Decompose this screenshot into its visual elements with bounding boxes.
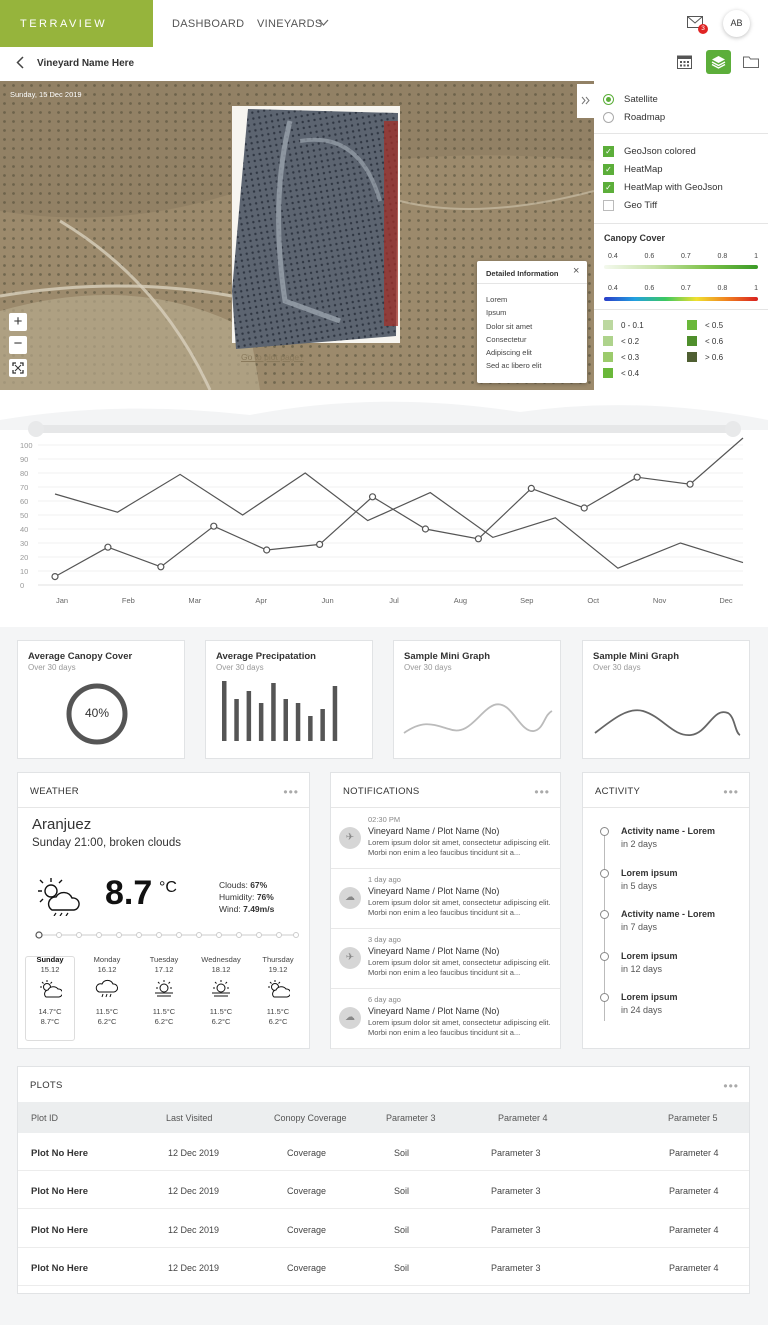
sun-haze-icon xyxy=(209,979,233,999)
layer-label: Satellite xyxy=(624,93,658,105)
table-cell: 12 Dec 2019 xyxy=(168,1148,220,1158)
plot-id-cell[interactable]: Plot No Here xyxy=(31,1148,89,1159)
table-cell: Parameter 3 xyxy=(491,1186,541,1197)
legend-item xyxy=(687,318,723,332)
y-tick-label: 70 xyxy=(20,483,29,492)
legend-label: > 0.6 xyxy=(705,352,724,362)
sun-haze-icon xyxy=(152,979,176,999)
popup-item: Consectetur xyxy=(486,334,527,344)
folder-icon[interactable] xyxy=(743,56,759,68)
data-point[interactable] xyxy=(475,536,481,542)
layers-icon xyxy=(711,55,726,69)
forecast-high: 11.5°C xyxy=(95,1007,119,1016)
table-cell: Parameter 3 xyxy=(491,1224,541,1235)
forecast-date: 19.12 xyxy=(268,965,288,974)
card-subtitle: Over 30 days xyxy=(593,663,641,672)
y-tick-label: 90 xyxy=(20,455,29,464)
notification-body: Lorem ipsum dolor sit amet, consectetur adipiscing elit. Morbi non enim a leo faucibus tincidunt sit a... xyxy=(368,838,551,857)
legend-item xyxy=(603,350,639,364)
x-tick-label: Oct xyxy=(587,596,600,605)
forecast-low: 6.2°C xyxy=(268,1017,288,1026)
activity-name: Lorem ipsum xyxy=(621,867,678,878)
popup-item: Sed ac libero elit xyxy=(486,361,542,371)
forecast-low: 6.2°C xyxy=(97,1017,117,1026)
storm-icon: ☁ xyxy=(339,1007,361,1029)
chevron-down-icon[interactable] xyxy=(318,19,329,27)
detail-popup xyxy=(477,261,587,383)
zoom-in-button[interactable]: + xyxy=(9,313,27,331)
x-tick-label: Aug xyxy=(453,596,468,605)
activity-when: in 12 days xyxy=(621,963,663,974)
table-cell: Soil xyxy=(394,1262,410,1273)
layer-label: Roadmap xyxy=(624,111,666,123)
activity-name: Lorem ipsum xyxy=(621,992,678,1002)
table-cell: Coverage xyxy=(287,1262,327,1273)
y-tick-label: 50 xyxy=(20,511,29,520)
humidity-value: 76% xyxy=(256,892,274,902)
radio-selected-icon[interactable] xyxy=(603,94,614,105)
timeline-node-icon xyxy=(600,952,609,961)
x-tick-label: Feb xyxy=(121,596,135,605)
popup-item: Dolor sit amet xyxy=(486,321,533,331)
y-tick-label: 10 xyxy=(20,567,29,576)
weather-description: Sunday 21:00, broken clouds xyxy=(32,837,181,849)
activity-name: Activity name - Lorem xyxy=(621,909,716,919)
data-point[interactable] xyxy=(528,485,534,491)
scale-tick: 0.4 xyxy=(608,285,618,292)
data-point[interactable] xyxy=(317,541,323,547)
overlay-label: HeatMap with GeoJson xyxy=(624,181,723,193)
column-header[interactable]: Parameter 5 xyxy=(668,1113,718,1123)
forecast-day-name: Monday xyxy=(93,955,121,964)
data-point[interactable] xyxy=(52,574,58,580)
card-title: Sample Mini Graph xyxy=(593,651,680,662)
activity-card xyxy=(582,772,750,1049)
overlay-heatmap[interactable] xyxy=(603,162,663,176)
humidity-label: Humidity: xyxy=(219,892,255,902)
overlay-heatmap-geojson[interactable] xyxy=(603,180,723,194)
weather-stats xyxy=(219,879,274,915)
table-cell: Soil xyxy=(394,1148,410,1158)
data-point[interactable] xyxy=(370,494,376,500)
weather-header xyxy=(18,773,309,808)
popup-title: Detailed Information xyxy=(486,269,559,278)
legend-swatch xyxy=(603,368,613,378)
x-tick-label: Jul xyxy=(389,596,399,605)
scale-tick: 0.4 xyxy=(608,253,618,260)
map-view[interactable] xyxy=(0,81,594,390)
collapse-panel-button[interactable] xyxy=(577,84,594,118)
timeline-node-icon xyxy=(600,993,609,1002)
divider xyxy=(477,283,587,284)
precip-bar xyxy=(320,709,325,741)
layer-panel xyxy=(594,81,768,390)
card-subtitle: Over 30 days xyxy=(28,663,76,672)
forecast-low: 6.2°C xyxy=(211,1017,231,1026)
notifications-header xyxy=(331,773,560,808)
sun-cloud-icon xyxy=(266,979,290,999)
notification-time: 02:30 PM xyxy=(368,815,401,824)
precip-bar xyxy=(247,691,252,741)
radio-icon[interactable] xyxy=(603,112,614,123)
timeline-node-icon xyxy=(600,827,609,836)
fullscreen-button[interactable] xyxy=(9,359,27,377)
table-row[interactable] xyxy=(18,1248,749,1286)
layer-satellite[interactable] xyxy=(603,92,658,106)
sun-cloud-icon xyxy=(38,876,80,916)
notification-title[interactable]: Vineyard Name / Plot Name (No) xyxy=(368,886,500,896)
mini-graph-card-1 xyxy=(393,640,561,759)
line-chart-panel xyxy=(0,390,768,627)
x-tick-label: Dec xyxy=(719,596,733,605)
table-cell: Coverage xyxy=(287,1186,327,1197)
column-header[interactable]: Last Visited xyxy=(166,1113,213,1123)
forecast-day-name: Tuesday xyxy=(149,955,179,964)
forecast-low: 8.7°C xyxy=(40,1017,60,1026)
legend-label: < 0.4 xyxy=(621,368,640,378)
forecast-low: 6.2°C xyxy=(154,1017,174,1026)
table-row[interactable] xyxy=(18,1133,749,1171)
hour-slider[interactable] xyxy=(34,930,300,940)
popup-item: Adipiscing elit xyxy=(486,348,532,358)
divider xyxy=(594,223,768,224)
wind-label: Wind: xyxy=(219,904,241,914)
x-tick-label: Sep xyxy=(520,596,534,605)
data-point[interactable] xyxy=(264,547,270,553)
precip-bar xyxy=(333,686,338,741)
table-row[interactable] xyxy=(18,1171,749,1209)
weather-temp: 8.7 xyxy=(105,874,153,912)
table-cell: 12 Dec 2019 xyxy=(168,1224,220,1235)
notification-item[interactable] xyxy=(331,989,560,1049)
rain-cloud-icon xyxy=(95,979,119,999)
layers-button[interactable] xyxy=(706,50,731,74)
notification-item[interactable] xyxy=(331,869,560,929)
forecast-date: 16.12 xyxy=(97,965,117,974)
precip-bar xyxy=(222,681,227,741)
nav-dashboard[interactable]: DASHBOARD xyxy=(172,18,245,30)
forecast-day-name: Thursday xyxy=(262,955,294,964)
precip-bar xyxy=(284,699,289,741)
card-subtitle: Over 30 days xyxy=(216,663,264,672)
calendar-icon[interactable] xyxy=(677,54,692,69)
forecast-day-name: Wednesday xyxy=(201,955,241,964)
precip-bar xyxy=(234,699,239,741)
legend-item xyxy=(687,334,723,348)
map-date: Sunday, 15 Dec 2019 xyxy=(10,90,82,99)
canopy-value: 40% xyxy=(84,706,110,720)
mini-wave-2 xyxy=(583,641,751,760)
line-chart xyxy=(0,390,768,627)
checkbox-checked-icon[interactable]: ✓ xyxy=(603,164,614,175)
scale-tick: 1 xyxy=(754,253,758,260)
precipitation-card xyxy=(205,640,373,759)
plot-id-cell[interactable]: Plot No Here xyxy=(31,1262,89,1274)
table-cell: Parameter 4 xyxy=(669,1224,719,1235)
activity-item[interactable] xyxy=(621,909,715,932)
timeline-node-icon xyxy=(600,910,609,919)
overlay-geotiff[interactable] xyxy=(603,198,657,212)
drone-icon: ✈ xyxy=(339,947,361,969)
y-tick-label: 30 xyxy=(20,539,29,548)
mini-graph-card-2 xyxy=(582,640,750,759)
range-handle-left[interactable] xyxy=(28,421,44,437)
overlay-label: GeoJson colored xyxy=(624,145,696,157)
column-header[interactable]: Conopy Coverage xyxy=(274,1113,347,1123)
data-point[interactable] xyxy=(105,544,111,550)
timeline-node-icon xyxy=(600,869,609,878)
scale-tick: 0.7 xyxy=(681,285,691,292)
data-point[interactable] xyxy=(158,564,164,570)
divider xyxy=(594,133,768,134)
notifications-title: NOTIFICATIONS xyxy=(343,786,420,797)
overlay-geojson-colored[interactable] xyxy=(603,144,696,158)
legend-item xyxy=(687,350,723,364)
layer-roadmap[interactable] xyxy=(603,110,665,124)
weather-unit: °C xyxy=(159,879,177,896)
legend-label: < 0.2 xyxy=(621,336,640,346)
precipitation-bars xyxy=(206,641,374,760)
legend-swatch xyxy=(687,336,697,346)
notification-time: 6 day ago xyxy=(368,995,401,1004)
more-options-icon[interactable]: ••• xyxy=(723,785,739,799)
y-tick-label: 0 xyxy=(20,581,25,590)
activity-name: Activity name - Lorem xyxy=(621,826,716,836)
notification-time: 1 day ago xyxy=(368,875,401,884)
forecast-high: 11.5°C xyxy=(152,1007,176,1016)
more-options-icon[interactable]: ••• xyxy=(723,1079,739,1093)
table-row[interactable] xyxy=(18,1210,749,1248)
table-cell: Parameter 3 xyxy=(491,1148,541,1158)
scale-tick: 0.6 xyxy=(644,285,655,292)
legend-item xyxy=(603,334,639,348)
scale-tick: 0.8 xyxy=(717,285,728,292)
weather-city: Aranjuez xyxy=(32,816,92,833)
checkbox-icon[interactable] xyxy=(603,200,614,211)
activity-when: in 24 days xyxy=(621,1005,663,1015)
table-cell: Parameter 4 xyxy=(669,1186,719,1197)
clouds-label: Clouds: xyxy=(219,880,248,890)
table-cell: Parameter 4 xyxy=(669,1262,719,1273)
notification-title[interactable]: Vineyard Name / Plot Name (No) xyxy=(368,946,500,956)
card-title: Average Canopy Cover xyxy=(28,651,133,662)
card-subtitle: Over 30 days xyxy=(404,663,452,672)
forecast-high: 11.5°C xyxy=(266,1007,290,1016)
legend-swatch xyxy=(603,336,613,346)
scale-tick: 0.7 xyxy=(681,253,691,260)
notification-time: 3 day ago xyxy=(368,935,401,944)
data-point[interactable] xyxy=(687,481,693,487)
range-handle-right[interactable] xyxy=(725,421,741,437)
scale-tick: 0.6 xyxy=(644,253,655,260)
card-title: Sample Mini Graph xyxy=(404,651,491,662)
forecast-date: 17.12 xyxy=(154,965,174,974)
plot-id-cell[interactable]: Plot No Here xyxy=(31,1224,89,1236)
table-cell: Coverage xyxy=(287,1224,327,1235)
y-tick-label: 60 xyxy=(20,497,29,506)
activity-when: in 7 days xyxy=(621,922,658,932)
legend-item xyxy=(603,366,639,380)
popup-item: Ipsum xyxy=(486,308,507,318)
activity-when: in 5 days xyxy=(621,880,658,891)
forecast-high: 14.7°C xyxy=(38,1007,62,1016)
spectrum-scale-bar xyxy=(604,297,758,301)
notification-body: Lorem ipsum dolor sit amet, consectetur adipiscing elit. Morbi non enim a leo faucibus tincidunt sit a... xyxy=(368,1018,551,1037)
column-header[interactable]: Parameter 3 xyxy=(386,1113,436,1123)
sun-cloud-icon xyxy=(38,979,62,999)
card-title: Average Precipatation xyxy=(216,651,316,662)
activity-item[interactable] xyxy=(621,951,678,974)
overlay-label: HeatMap xyxy=(624,163,663,175)
zoom-out-button[interactable]: − xyxy=(9,336,27,354)
overlay-label: Geo Tiff xyxy=(624,199,658,211)
weather-title: WEATHER xyxy=(30,786,79,797)
table-cell: Soil xyxy=(394,1224,410,1235)
plot-page-link[interactable]: Go to plot page? xyxy=(241,352,304,362)
forecast-high: 11.5°C xyxy=(209,1007,233,1016)
mail-badge: 3 xyxy=(698,24,708,34)
table-cell: Parameter 3 xyxy=(491,1262,541,1273)
table-cell: 12 Dec 2019 xyxy=(168,1186,220,1197)
legend-swatch xyxy=(603,320,613,330)
data-point[interactable] xyxy=(422,526,428,532)
top-bar xyxy=(0,0,768,47)
forecast-date: 18.12 xyxy=(211,965,231,974)
activity-item[interactable] xyxy=(621,826,715,849)
legend-label: < 0.6 xyxy=(705,336,724,346)
legend-label: < 0.3 xyxy=(621,352,640,362)
nav-vineyards[interactable]: VINEYARDS xyxy=(257,18,323,30)
range-slider-track[interactable] xyxy=(35,425,735,433)
activity-title: ACTIVITY xyxy=(595,786,641,797)
forecast-day-name: Sunday xyxy=(36,955,64,964)
y-tick-label: 20 xyxy=(20,553,29,562)
storm-icon: ☁ xyxy=(339,887,361,909)
legend-item xyxy=(603,318,644,332)
notification-title[interactable]: Vineyard Name / Plot Name (No) xyxy=(368,1006,500,1016)
avatar[interactable]: AB xyxy=(723,10,750,37)
table-cell: 12 Dec 2019 xyxy=(168,1262,220,1273)
notification-title[interactable]: Vineyard Name / Plot Name (No) xyxy=(368,826,500,836)
notification-body: Lorem ipsum dolor sit amet, consectetur adipiscing elit. Morbi non enim a leo faucibus tincidunt sit a... xyxy=(368,958,551,977)
legend-swatch xyxy=(687,320,697,330)
table-cell: Parameter 4 xyxy=(669,1148,719,1158)
fullscreen-icon xyxy=(12,362,24,374)
plot-id-cell[interactable]: Plot No Here xyxy=(31,1186,89,1198)
y-tick-label: 40 xyxy=(20,525,29,534)
popup-list xyxy=(486,293,541,373)
plots-card xyxy=(17,1066,750,1294)
notification-list xyxy=(331,809,560,1049)
activity-item[interactable] xyxy=(621,992,678,1015)
back-arrow-icon[interactable] xyxy=(16,56,24,69)
scale-ticks-green xyxy=(608,253,758,260)
checkbox-checked-icon[interactable]: ✓ xyxy=(603,182,614,193)
legend-label: < 0.5 xyxy=(705,320,724,330)
table-cell: Coverage xyxy=(287,1148,327,1158)
plots-title: PLOTS xyxy=(30,1080,63,1091)
more-options-icon[interactable]: ••• xyxy=(534,785,550,799)
forecast-day[interactable] xyxy=(26,955,74,1026)
legend-swatch xyxy=(603,352,613,362)
data-point[interactable] xyxy=(211,523,217,529)
double-chevron-right-icon xyxy=(581,96,590,105)
activity-item[interactable] xyxy=(621,868,678,891)
column-header[interactable]: Parameter 4 xyxy=(498,1113,548,1123)
y-tick-label: 80 xyxy=(20,469,29,478)
more-options-icon[interactable]: ••• xyxy=(283,785,299,799)
wind-value: 7.49m/s xyxy=(243,904,275,914)
scale-tick: 1 xyxy=(754,285,758,292)
clouds-value: 67% xyxy=(250,880,268,890)
close-icon[interactable]: × xyxy=(573,265,580,277)
x-tick-label: Jan xyxy=(55,596,69,605)
forecast-day[interactable] xyxy=(83,955,131,1026)
data-point[interactable] xyxy=(581,505,587,511)
notification-item[interactable] xyxy=(331,809,560,869)
sub-header xyxy=(0,47,768,81)
canopy-cover-card xyxy=(17,640,185,759)
legend-swatch xyxy=(687,352,697,362)
logo[interactable]: TERRAVIEW xyxy=(0,0,153,47)
plots-header xyxy=(18,1067,749,1102)
activity-name: Lorem ipsum xyxy=(621,950,678,961)
forecast-day[interactable] xyxy=(140,955,188,1026)
x-tick-label: Apr xyxy=(255,596,268,605)
column-header[interactable]: Plot ID xyxy=(31,1113,59,1123)
x-tick-label: Jun xyxy=(321,596,334,605)
drone-icon: ✈ xyxy=(339,827,361,849)
green-scale-bar xyxy=(604,265,758,269)
precip-bar xyxy=(296,703,301,741)
checkbox-checked-icon[interactable]: ✓ xyxy=(603,146,614,157)
popup-item: Lorem xyxy=(486,295,508,304)
notifications-card xyxy=(330,772,561,1049)
precip-bar xyxy=(308,716,313,741)
precip-bar xyxy=(271,683,276,741)
legend-title: Canopy Cover xyxy=(604,233,666,243)
scale-tick: 0.8 xyxy=(717,253,728,260)
notification-item[interactable] xyxy=(331,929,560,989)
y-tick-label: 100 xyxy=(20,441,33,450)
forecast-date: 15.12 xyxy=(40,965,60,974)
table-header-row xyxy=(18,1102,749,1133)
forecast-day[interactable] xyxy=(254,955,302,1026)
mini-wave-1 xyxy=(394,641,562,760)
forecast-day[interactable] xyxy=(197,955,245,1026)
notification-body: Lorem ipsum dolor sit amet, consectetur adipiscing elit. Morbi non enim a leo faucibus tincidunt sit a... xyxy=(368,898,551,917)
activity-when: in 2 days xyxy=(621,839,658,849)
x-tick-label: Mar xyxy=(188,596,202,605)
x-tick-label: Nov xyxy=(652,596,667,605)
scale-ticks-spectrum xyxy=(608,285,758,292)
data-point[interactable] xyxy=(634,474,640,480)
table-body xyxy=(18,1133,749,1293)
legend-label: 0 - 0.1 xyxy=(621,320,644,330)
table-cell: Soil xyxy=(394,1186,410,1197)
precip-bar xyxy=(259,703,264,741)
page-title: Vineyard Name Here xyxy=(37,58,135,69)
divider xyxy=(594,309,768,310)
